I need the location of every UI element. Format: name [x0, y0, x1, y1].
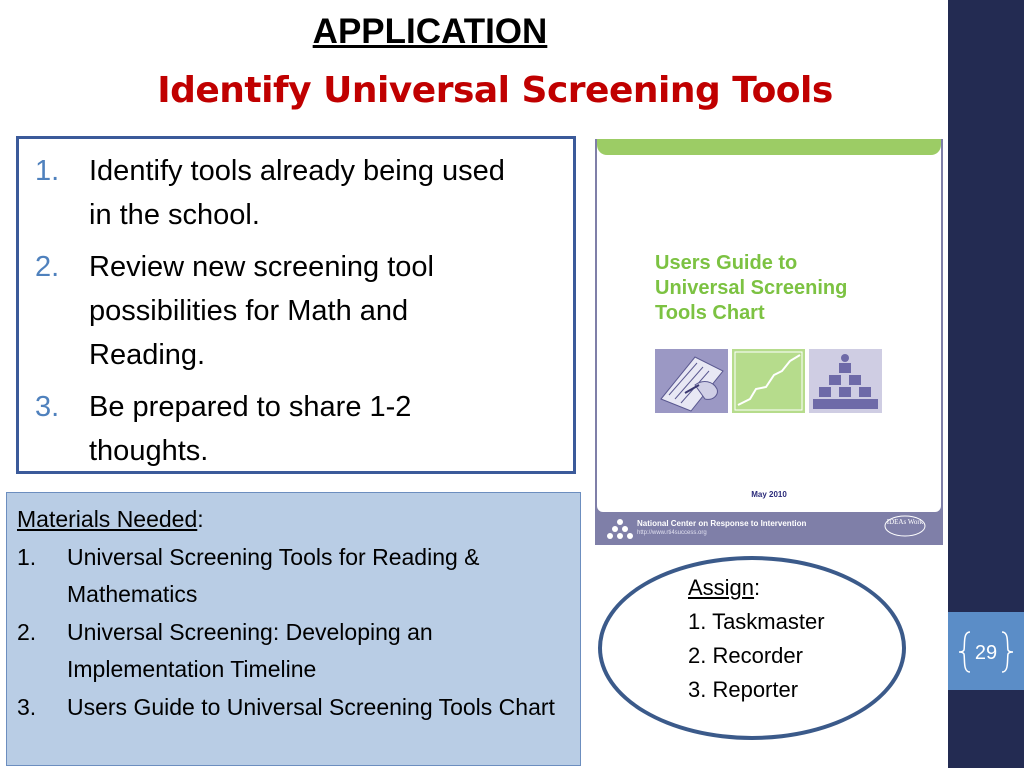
assign-role: 3. Reporter [688, 677, 799, 702]
step-text: Be prepared to share 1-2 thoughts. [89, 391, 412, 467]
cover-org-name: National Center on Response to Intervention [637, 519, 807, 528]
materials-heading-colon: : [197, 506, 204, 532]
guide-cover-image [595, 139, 943, 545]
materials-number: 3. [17, 693, 37, 720]
cover-title [655, 251, 915, 326]
materials-item [17, 539, 572, 614]
cover-green-band [597, 139, 941, 155]
materials-text: Universal Screening: Developing an Implementation Timeline [67, 618, 433, 682]
cover-page [597, 139, 941, 512]
assign-role: 1. Taskmaster [688, 609, 825, 634]
materials-item [17, 689, 572, 727]
materials-box [6, 492, 581, 766]
cover-title-line: Tools Chart [655, 302, 765, 324]
materials-text: Users Guide to Universal Screening Tools Chart [67, 693, 555, 720]
writing-hand-image [655, 349, 728, 413]
step-text: Identify tools already being used in the school. [89, 155, 505, 231]
materials-number: 1. [17, 543, 37, 570]
cover-title-line: Users Guide to [655, 252, 798, 274]
step-item [35, 245, 559, 377]
ideas-work-logo-text: IDEAs Work [886, 518, 924, 526]
cover-title-line: Universal Screening [655, 277, 848, 299]
steps-list [19, 139, 573, 473]
growth-line-image [732, 349, 805, 413]
slide-kicker: APPLICATION [312, 12, 548, 51]
page-number: 29 [974, 642, 998, 664]
step-item [35, 149, 559, 237]
stacked-blocks-image [809, 349, 882, 413]
step-number: 3. [35, 391, 60, 423]
materials-item [17, 614, 572, 689]
step-number: 2. [35, 251, 60, 283]
materials-heading-line [17, 501, 572, 539]
materials-heading: Materials Needed [17, 506, 198, 532]
assign-role: 2. Recorder [688, 643, 803, 668]
assign-heading-colon: : [754, 575, 761, 600]
materials-list [17, 539, 572, 727]
ideas-work-logo [883, 514, 927, 542]
steps-box [16, 136, 576, 474]
step-item [35, 385, 559, 473]
assign-heading: Assign [688, 575, 755, 600]
cover-date: May 2010 [751, 490, 787, 499]
cover-url: http://www.rti4success.org [637, 530, 707, 536]
materials-number: 2. [17, 618, 37, 645]
materials-text: Universal Screening Tools for Reading & Mathematics [67, 543, 480, 607]
slide-title: Identify Universal Screening Tools [157, 70, 833, 111]
assign-block [688, 571, 825, 707]
step-text: Review new screening tool possibilities for Math and Reading. [89, 251, 434, 371]
step-number: 1. [35, 155, 60, 187]
assign-heading-line [688, 571, 825, 605]
